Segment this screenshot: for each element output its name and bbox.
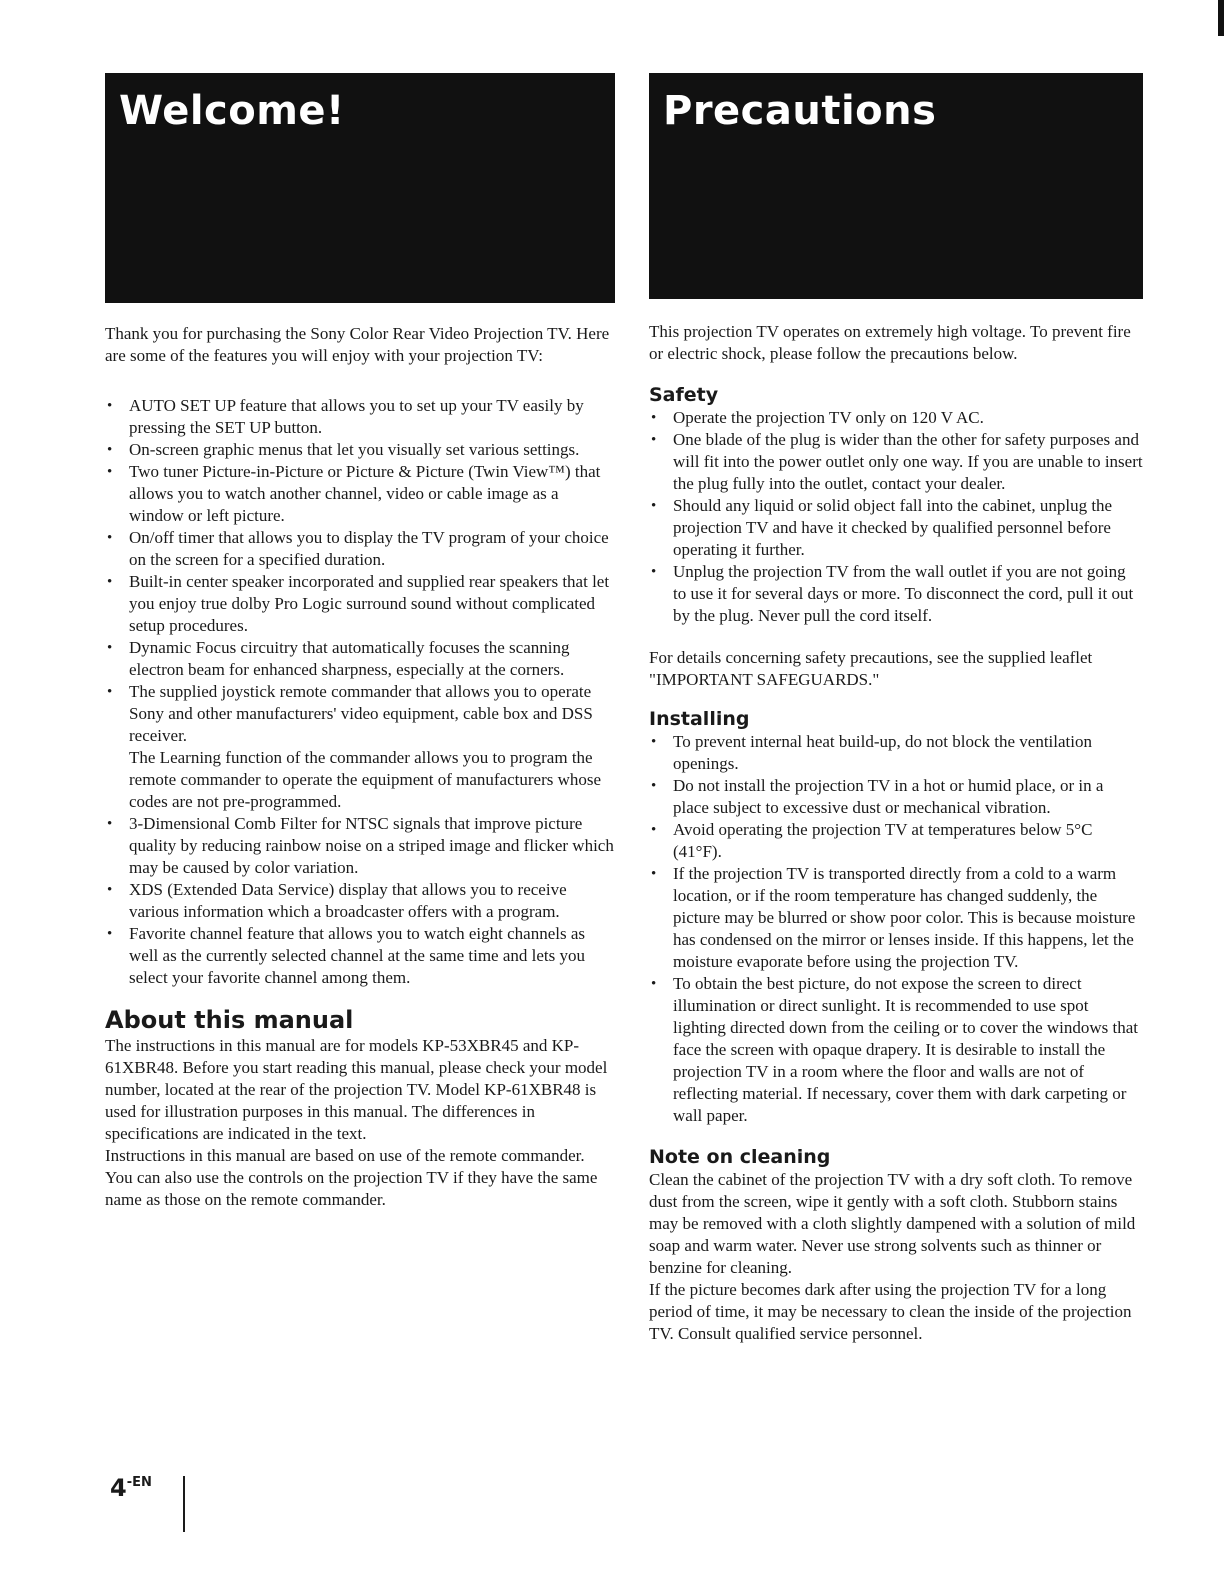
safety-heading: Safety: [649, 384, 719, 406]
welcome-column: [105, 73, 615, 1211]
feature-item-remote: [105, 681, 615, 813]
feature-item: • XDS (Extended Data Service) display that allows you to receive various information which a broadcaster offers with a program.: [105, 879, 615, 923]
about-manual-paragraph: Instructions in this manual are based on use of the remote commander. You can also use the controls on the projection TV if they have the same name as those on the remote commander.: [105, 1146, 598, 1209]
feature-item: • 3-Dimensional Comb Filter for NTSC signals that improve picture quality by reducing rainbow noise on a striped image and flicker which may be caused by color variation.: [105, 813, 615, 879]
footer-divider: [183, 1476, 185, 1532]
safety-item: • Operate the projection TV only on 120 V AC.: [649, 407, 1143, 429]
safety-list: [649, 407, 1143, 627]
cleaning-paragraph: Clean the cabinet of the projection TV with a dry soft cloth. To remove dust from the screen, wipe it gently with a soft cloth. Stubborn stains may be removed with a cloth slightly dampened with a solution of mild soap and warm water. Never use strong solvents such as thinner or benzine for cleaning.: [649, 1170, 1136, 1277]
cleaning-paragraph: If the picture becomes dark after using the projection TV for a long period of time, it may be necessary to clean the inside of the projection TV. Consult qualified service personnel.: [649, 1280, 1132, 1343]
page-edge-mark: [1218, 0, 1224, 36]
safety-item: • One blade of the plug is wider than the other for safety purposes and will fit into the power outlet only one way. If you are unable to insert the plug fully into the outlet, contact your dealer.: [649, 429, 1143, 495]
precautions-intro: This projection TV operates on extremely high voltage. To prevent fire or electric shock, please follow the precautions below.: [649, 322, 1131, 363]
safety-item: • Should any liquid or solid object fall into the cabinet, unplug the projection TV and have it checked by qualified personnel before operating it further.: [649, 495, 1143, 561]
feature-list: [105, 395, 615, 989]
welcome-title: Welcome!: [119, 88, 345, 134]
installing-item: • Do not install the projection TV in a hot or humid place, or in a place subject to excessive dust or mechanical vibration.: [649, 775, 1143, 819]
installing-item: • To obtain the best picture, do not expose the screen to direct illumination or direct sunlight. It is recommended to use spot lighting directed down from the ceiling or to cover the windows that face the screen with opaque drapery. It is desirable to install the projection TV in a room where the floor and walls are not of reflecting material. If necessary, cover them with dark carpeting or wall paper.: [649, 973, 1143, 1127]
precautions-title: Precautions: [663, 88, 937, 134]
about-manual-paragraph: The instructions in this manual are for models KP-53XBR45 and KP-61XBR48. Before you start reading this manual, please check your model number, located at the rear of the projection TV. Model KP-61XBR48 is used for illustration purposes in this manual. The differences in specifications are indicated in the text.: [105, 1036, 608, 1143]
feature-item: • Favorite channel feature that allows you to watch eight channels as well as the currently selected channel at the same time and lets you select your favorite channel among them.: [105, 923, 615, 989]
about-manual-heading: About this manual: [105, 1006, 354, 1034]
safety-item: • Unplug the projection TV from the wall outlet if you are not going to use it for several days or more. To disconnect the cord, pull it out by the plug. Never pull the cord itself.: [649, 561, 1143, 627]
feature-item: • Two tuner Picture-in-Picture or Picture & Picture (Twin View™) that allows you to watch another channel, video or cable image as a window or left picture.: [105, 461, 615, 527]
feature-item: • Built-in center speaker incorporated and supplied rear speakers that let you enjoy true dolby Pro Logic surround sound without complicated setup procedures.: [105, 571, 615, 637]
precautions-column: [649, 73, 1143, 1345]
installing-item: • Avoid operating the projection TV at temperatures below 5°C (41°F).: [649, 819, 1143, 863]
installing-heading: Installing: [649, 708, 750, 730]
feature-item-text: The supplied joystick remote commander that allows you to operate Sony and other manufacturers' video equipment, cable box and DSS receiver.: [129, 682, 593, 745]
feature-item: • On/off timer that allows you to display the TV program of your choice on the screen for a specified duration.: [105, 527, 615, 571]
feature-item: • Dynamic Focus circuitry that automatically focuses the scanning electron beam for enhanced sharpness, especially at the corners.: [105, 637, 615, 681]
page-number-value: 4: [110, 1474, 127, 1502]
page-number-suffix: -EN: [126, 1475, 152, 1490]
precautions-banner: [649, 73, 1143, 299]
safety-details: For details concerning safety precautions, see the supplied leaflet "IMPORTANT SAFEGUARDS.": [649, 648, 1093, 689]
page-number: [110, 1474, 152, 1502]
installing-item: • To prevent internal heat build-up, do not block the ventilation openings.: [649, 731, 1143, 775]
feature-item: • On-screen graphic menus that let you visually set various settings.: [105, 439, 615, 461]
installing-item: • If the projection TV is transported directly from a cold to a warm location, or if the room temperature has changed suddenly, the picture may be blurred or show poor color. This is because moisture has condensed on the mirror or lenses inside. If this happens, let the moisture evaporate before using the projection TV.: [649, 863, 1143, 973]
installing-list: [649, 731, 1143, 1127]
welcome-banner: [105, 73, 615, 303]
learning-function-note: The Learning function of the commander allows you to program the remote commander to operate the equipment of manufacturers whose codes are not pre-programmed.: [129, 748, 602, 811]
feature-item: • AUTO SET UP feature that allows you to set up your TV easily by pressing the SET UP button.: [105, 395, 615, 439]
cleaning-heading: Note on cleaning: [649, 1146, 831, 1168]
welcome-intro: Thank you for purchasing the Sony Color Rear Video Projection TV. Here are some of the features you will enjoy with your projection TV:: [105, 324, 610, 365]
